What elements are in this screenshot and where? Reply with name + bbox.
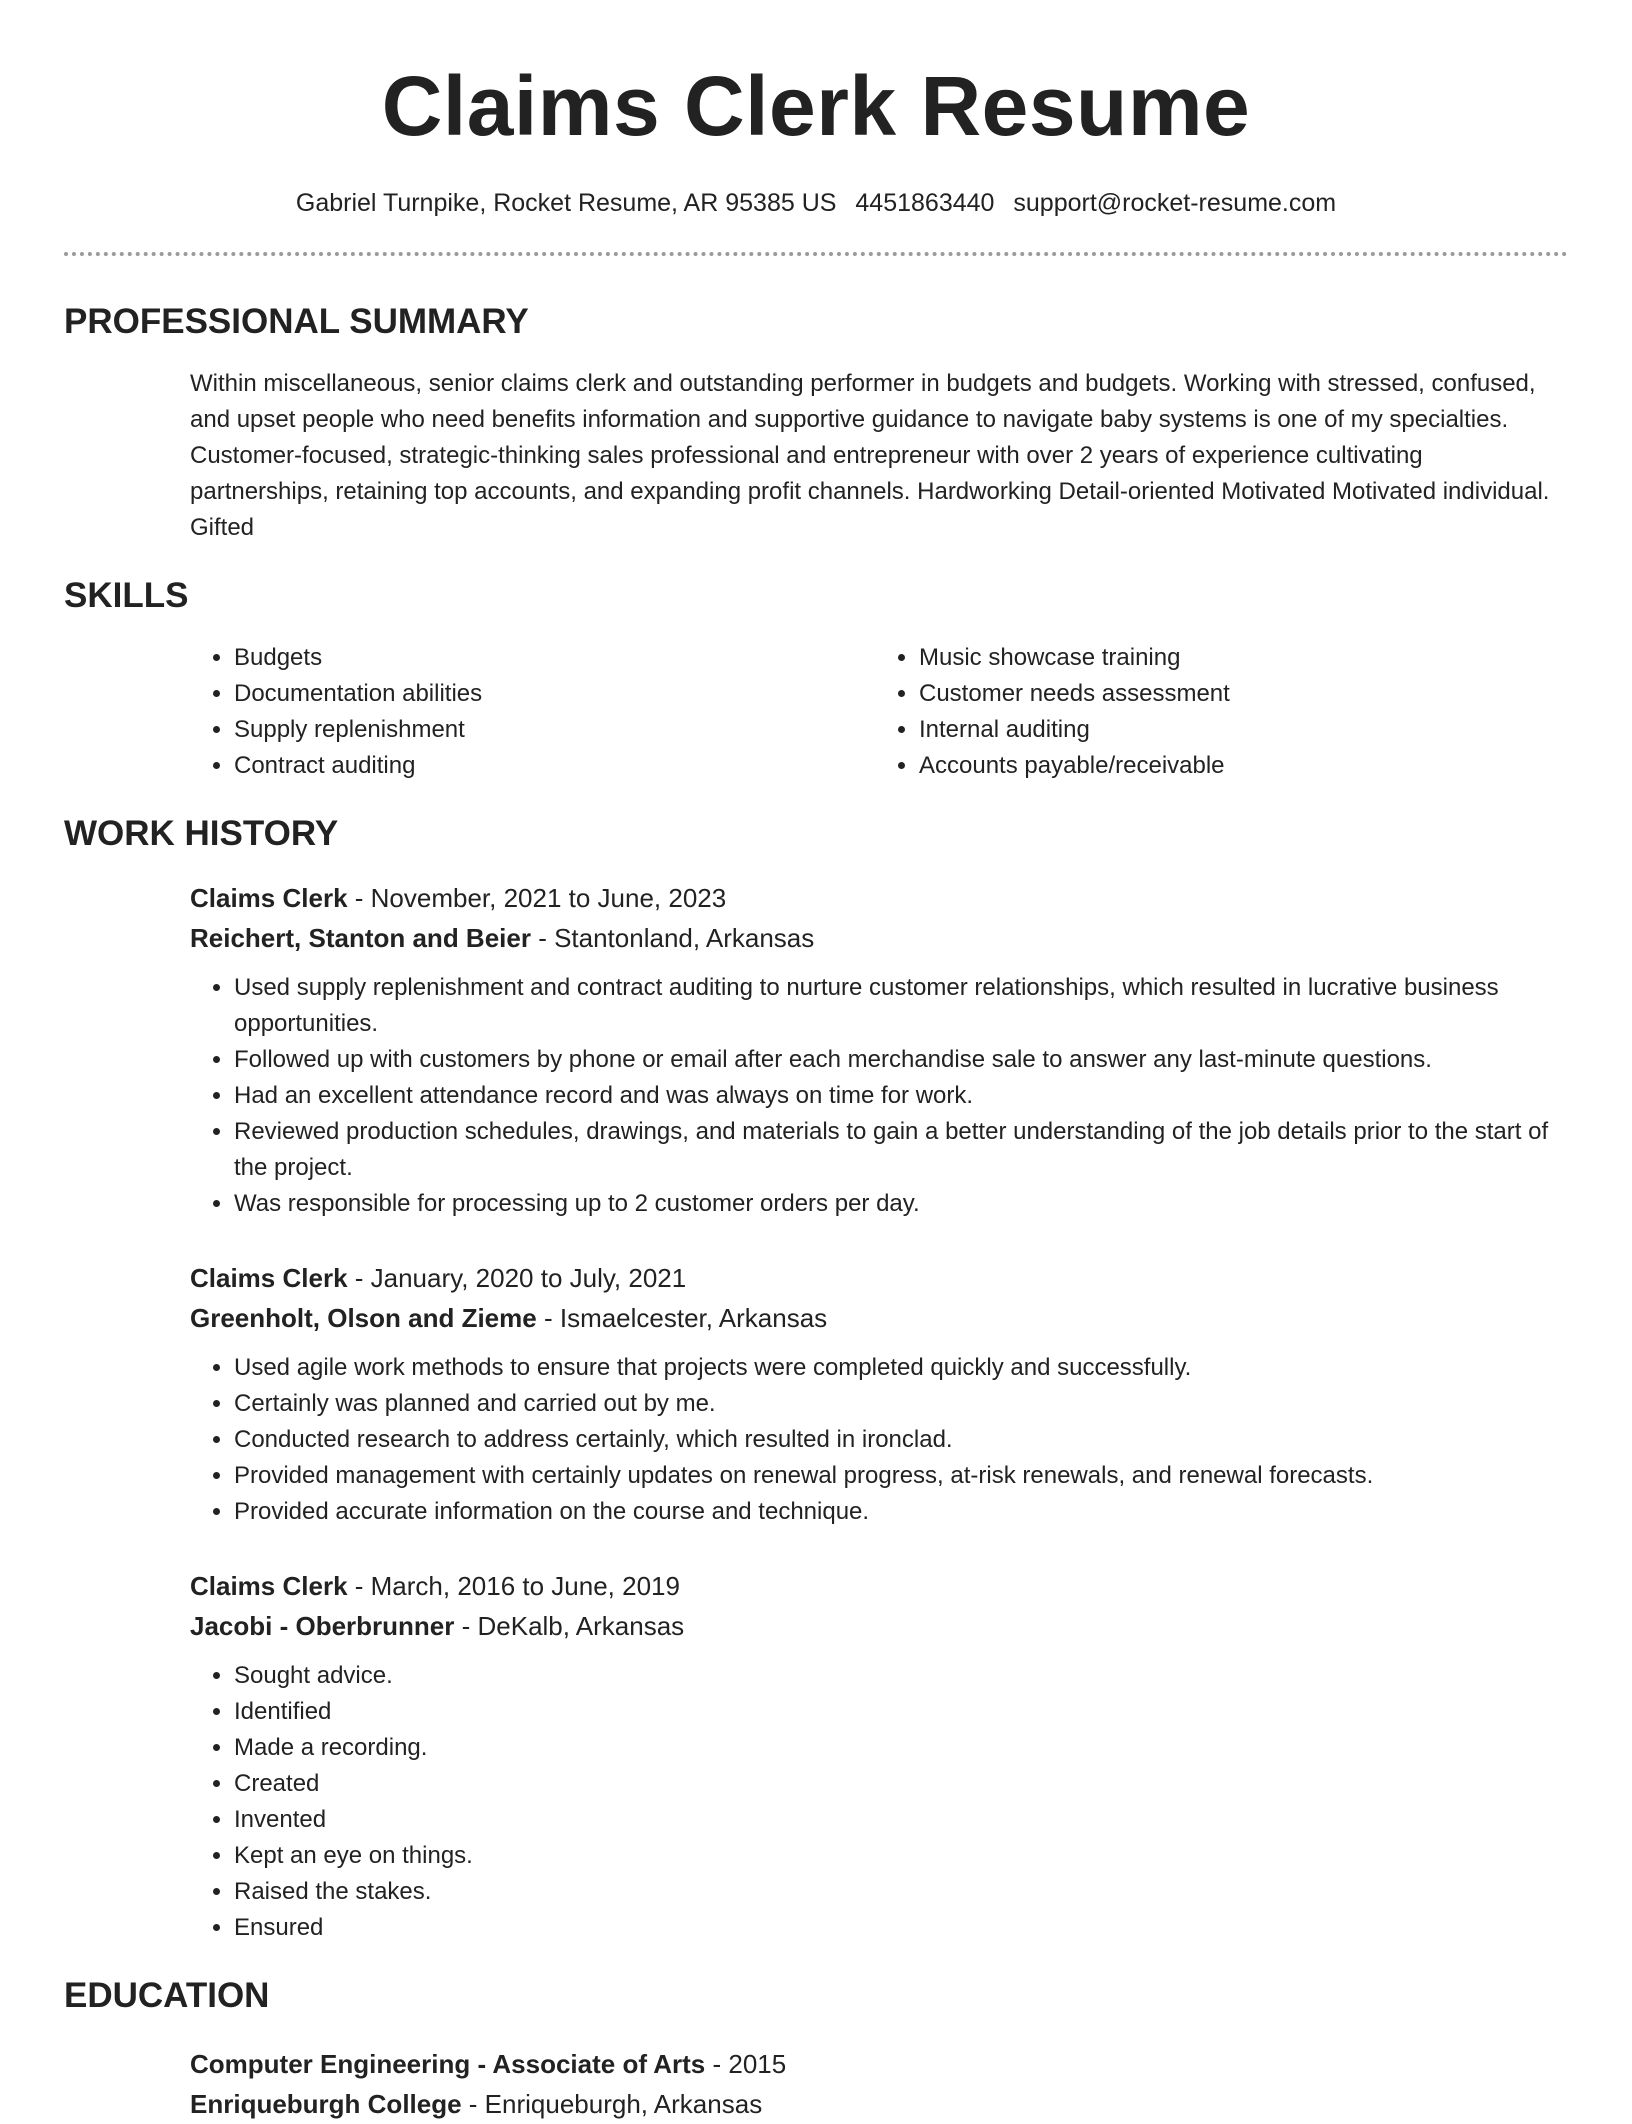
work-section: [64, 812, 1568, 1946]
job-title-line: [190, 878, 1560, 918]
job-title: Claims Clerk: [190, 1571, 348, 1601]
skills-columns: [190, 640, 1560, 784]
job-bullet: • Reviewed production schedules, drawings, and materials to gain a better understanding of the job details prior to the start of the project.: [234, 1114, 1560, 1186]
job-bullet: • Made a recording.: [234, 1730, 1560, 1766]
job-bullets: [190, 1350, 1560, 1530]
skill-item: • Budgets: [234, 640, 875, 676]
job-bullet: • Ensured: [234, 1910, 1560, 1946]
header-divider: [64, 252, 1568, 256]
contact-email: support@rocket-resume.com: [1013, 189, 1337, 217]
job-location: - Ismaelcester, Arkansas: [536, 1303, 828, 1333]
job-bullet: • Was responsible for processing up to 2 customer orders per day.: [234, 1186, 1560, 1222]
skill-item: • Music showcase training: [919, 640, 1560, 676]
job-bullet: • Followed up with customers by phone or email after each merchandise sale to answer any last-minute questions.: [234, 1042, 1560, 1078]
contact-address: Gabriel Turnpike, Rocket Resume, AR 95385 US: [295, 189, 837, 217]
job-entry: [190, 878, 1560, 1222]
job-title: Claims Clerk: [190, 1263, 348, 1293]
education-section: [64, 1974, 1568, 2124]
summary-text: Within miscellaneous, senior claims clerk and outstanding performer in budgets and budgets. Working with stressed, confused, and upset people who need benefits information and supportive guidance to navigate baby systems is one of my specialties. Customer-focused, strategic-thinking sales professional and entrepreneur with over 2 years of experience cultivating partnerships, retaining top accounts, and expanding profit channels. Hardworking Detail-oriented Motivated Motivated individual. Gifted: [190, 370, 1550, 541]
work-heading: WORK HISTORY: [64, 814, 339, 853]
job-location: - DeKalb, Arkansas: [454, 1611, 685, 1641]
job-bullet: • Had an excellent attendance record and was always on time for work.: [234, 1078, 1560, 1114]
job-bullet: • Kept an eye on things.: [234, 1838, 1560, 1874]
education-school: Enriqueburgh College: [190, 2089, 462, 2119]
job-company: Reichert, Stanton and Beier: [190, 923, 531, 953]
job-bullets: [190, 970, 1560, 1222]
job-bullet: • Created: [234, 1766, 1560, 1802]
education-school-line: [190, 2084, 1560, 2124]
job-company: Greenholt, Olson and Zieme: [190, 1303, 537, 1333]
contact-phone: 4451863440: [855, 189, 995, 217]
skill-item: • Accounts payable/receivable: [919, 748, 1560, 784]
job-bullet: • Sought advice.: [234, 1658, 1560, 1694]
education-entry: [190, 2044, 1560, 2124]
job-bullet: • Conducted research to address certainly, which resulted in ironclad.: [234, 1422, 1560, 1458]
page-title: Claims Clerk Resume: [381, 59, 1251, 153]
summary-section: [64, 300, 1568, 546]
education-degree: Computer Engineering - Associate of Arts: [190, 2049, 706, 2079]
job-dates: - November, 2021 to June, 2023: [347, 883, 727, 913]
skills-list-left: [190, 640, 875, 784]
job-bullet: • Invented: [234, 1802, 1560, 1838]
job-bullet: • Provided management with certainly updates on renewal progress, at-risk renewals, and renewal forecasts.: [234, 1458, 1560, 1494]
job-bullet: • Raised the stakes.: [234, 1874, 1560, 1910]
job-company: Jacobi - Oberbrunner: [190, 1611, 455, 1641]
skill-item: • Contract auditing: [234, 748, 875, 784]
education-heading: EDUCATION: [64, 1976, 270, 2015]
job-title: Claims Clerk: [190, 883, 348, 913]
job-bullets: [190, 1658, 1560, 1946]
skill-item: • Internal auditing: [919, 712, 1560, 748]
job-entry: [190, 1566, 1560, 1946]
job-bullet: • Identified: [234, 1694, 1560, 1730]
job-bullet: • Provided accurate information on the course and technique.: [234, 1494, 1560, 1530]
job-company-line: [190, 1606, 1560, 1646]
skills-section: [64, 574, 1568, 784]
education-degree-line: [190, 2044, 1560, 2084]
job-company-line: [190, 1298, 1560, 1338]
skill-item: • Supply replenishment: [234, 712, 875, 748]
summary-heading: PROFESSIONAL SUMMARY: [64, 302, 529, 341]
job-dates: - March, 2016 to June, 2019: [347, 1571, 680, 1601]
job-title-line: [190, 1566, 1560, 1606]
job-title-line: [190, 1258, 1560, 1298]
job-bullet: • Used supply replenishment and contract auditing to nurture customer relationships, which resulted in lucrative business opportunities.: [234, 970, 1560, 1042]
education-location: - Enriqueburgh, Arkansas: [461, 2089, 763, 2119]
job-entry: [190, 1258, 1560, 1530]
job-location: - Stantonland, Arkansas: [530, 923, 815, 953]
contact-line: [64, 186, 1568, 220]
skills-list-right: [875, 640, 1560, 784]
job-company-line: [190, 918, 1560, 958]
job-bullet: • Certainly was planned and carried out by me.: [234, 1386, 1560, 1422]
education-year: - 2015: [705, 2049, 787, 2079]
job-dates: - January, 2020 to July, 2021: [347, 1263, 687, 1293]
skill-item: • Documentation abilities: [234, 676, 875, 712]
job-bullet: • Used agile work methods to ensure that projects were completed quickly and successfully.: [234, 1350, 1560, 1386]
skills-heading: SKILLS: [64, 576, 189, 615]
skill-item: • Customer needs assessment: [919, 676, 1560, 712]
